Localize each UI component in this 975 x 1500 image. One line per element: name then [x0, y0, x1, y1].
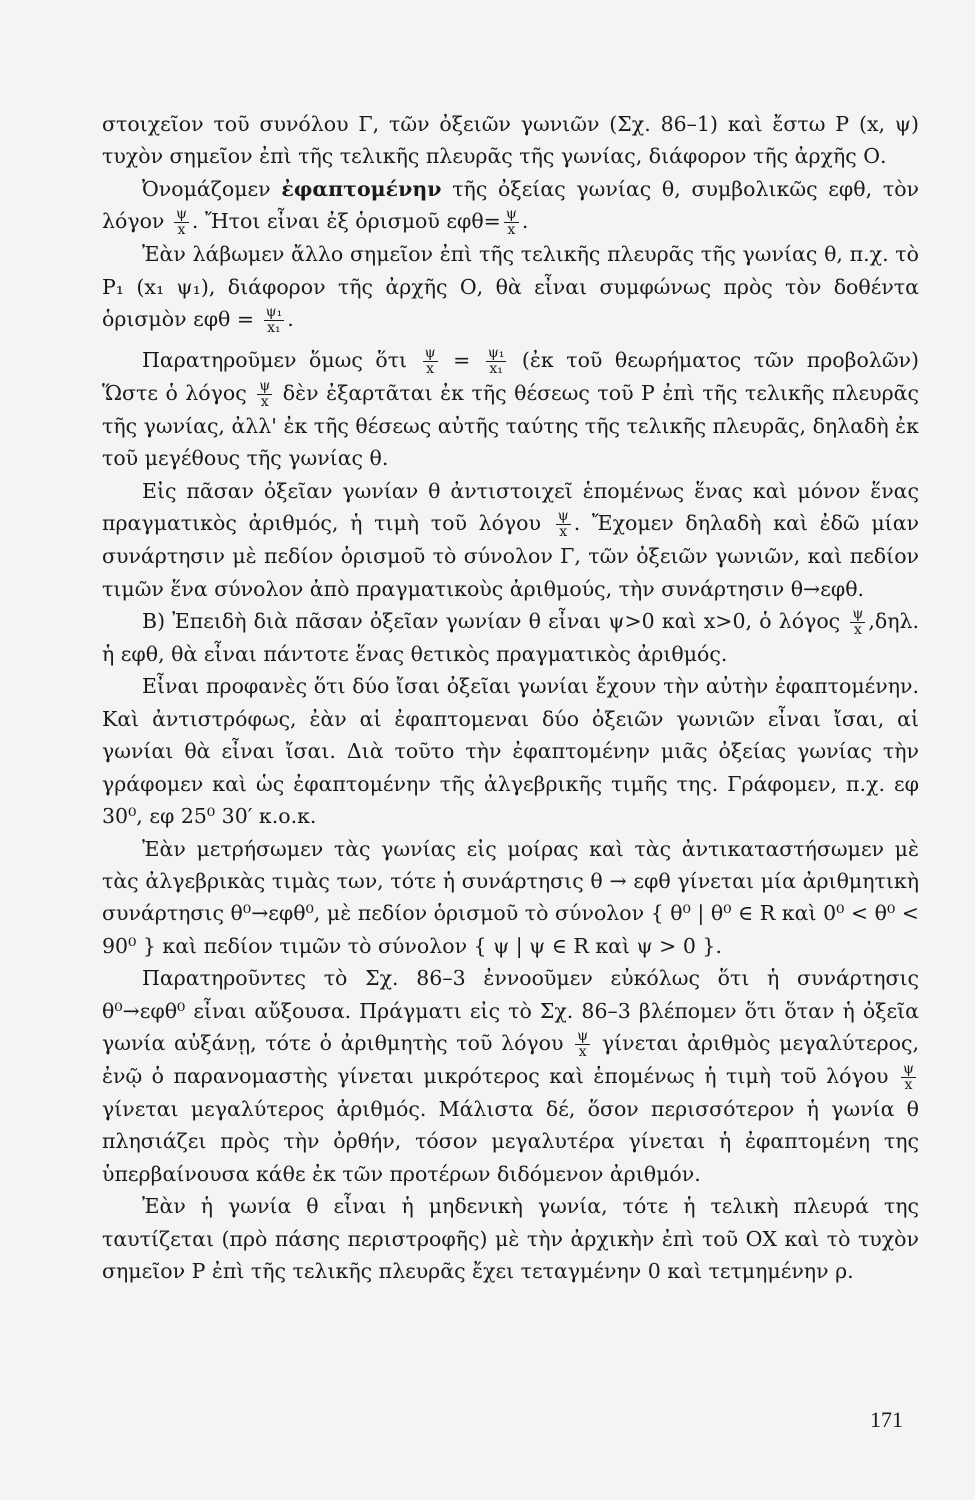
term-tangent: ἐφαπτομένην — [281, 176, 442, 201]
fraction-psi-x: $\frac{\psi}{x}$ — [424, 345, 436, 378]
paragraph-3: Ἐὰν λάβωμεν ἄλλο σημεῖον ἐπὶ τῆς τελικῆς πλευρᾶς τῆς γωνίας θ, π.χ. τὸ Ρ₁ (x₁ ψ₁), διάφορον τῆς ἀρχῆς Ο, θὰ εἶναι συμφώνως πρὸς τὸν δοθέντα ὁρισμὸν εφθ = $\frac{\text{ψ₁}}{\text{x₁}}$ . — [102, 242, 919, 337]
fraction-psi-x: $\frac{\psi}{x}$ — [903, 1060, 914, 1093]
paragraph-4: Παρατηροῦμεν ὅμως ὅτι $\frac{\psi}{x}$ = $\frac{\text{ψ₁}}{\text{x₁}}$ (ἐκ τοῦ θεωρήματος τῶν προβολῶν) Ὥστε ὁ λόγος $\frac{\psi}{x}$ δὲν ἐξαρτᾶται ἐκ τῆς θέσεως τοῦ Ρ ἐπὶ τῆς τελικῆς πλευρᾶς τῆς γωνίας, ἀλλ' ἐκ τῆς θέσεως αὐτῆς ταύτης τῆς τελικῆς πλευρᾶς, δηλαδὴ ἐκ τοῦ μεγέθους τῆς γωνίας θ. — [102, 345, 919, 471]
fraction-psi-x: $\frac{\psi}{x}$ — [577, 1027, 589, 1060]
paragraph-5: Εἰς πᾶσαν ὀξεῖαν γωνίαν θ ἀντιστοιχεῖ ἑπομένως ἕνας καὶ μόνον ἕνας πραγματικὸς ἀριθμός, ἡ τιμὴ τοῦ λόγου $\frac{\psi}{x}$ . Ἔχομεν δηλαδὴ καὶ ἐδῶ μίαν συνάρτησιν μὲ πεδίον ὁρισμοῦ τὸ σύνολον Γ, τῶν ὀξειῶν γωνιῶν, καὶ πεδίον τιμῶν ἕνα σύνολον ἀπὸ πραγματικοὺς ἀριθμούς, τὴν συνάρτησιν θ→εφθ. — [102, 478, 919, 601]
fraction-psi-x: $\frac{\psi}{x}$ — [505, 206, 517, 239]
paragraph-9: Παρατηροῦντες τὸ Σχ. 86–3 ἐννοοῦμεν εὐκόλως ὅτι ἡ συνάρτησις θ⁰→εφθ⁰ εἶναι αὔξουσα. Πράγματι εἰς τὸ Σχ. 86–3 βλέπομεν ὅτι ὅταν ἡ ὀξεῖα γωνία αὐξάνῃ, τότε ὁ ἀριθμητὴς τοῦ λόγου $\frac{\psi}{x}$ γίνεται ἀριθμὸς μεγαλύτερος, ἐνῷ ὁ παρανομαστὴς γίνεται μικρότερος καὶ ἑπομένως ἡ τιμὴ τοῦ λόγου $\frac{\psi}{x}$ γίνεται μεγαλύτερος ἀριθμός. Μάλιστα δέ, ὅσον περισσότερον ἡ γωνία θ πλησιάζει πρὸς τὴν ὀρθήν, τόσον μεγαλυτέρα γίνεται ἡ ἐφαπτομένη της ὑπερβαίνουσα κάθε ἐκ τῶν προτέρων διδόμενον ἀριθμόν. — [102, 966, 919, 1186]
fraction-psi1-x1: $\frac{\text{ψ₁}}{\text{x₁}}$ — [487, 345, 505, 378]
fraction-psi-x: $\frac{\psi}{x}$ — [259, 378, 271, 411]
paragraph-1: στοιχεῖον τοῦ συνόλου Γ, τῶν ὀξειῶν γωνιῶν (Σχ. 86–1) καὶ ἔστω Ρ (x, ψ) τυχὸν σημεῖον ἐπὶ τῆς τελικῆς πλευρᾶς τῆς γωνίας, διάφορον τῆς ἀρχῆς Ο. — [102, 112, 919, 169]
paragraph-2: Ὀνομάζομεν ἐφαπτομένην τῆς ὀξείας γωνίας θ, συμβολικῶς εφθ, τὸν λόγον $\frac{\psi}{x}$ . Ἤτοι εἶναι ἐξ ὁρισμοῦ εφθ= $\frac{\psi}{x}$ . — [102, 176, 919, 239]
fraction-psi-x: $\frac{\psi}{x}$ — [852, 606, 864, 639]
fraction-psi-x: $\frac{\psi}{x}$ — [175, 206, 187, 239]
body-text — [102, 108, 919, 1287]
page-number: 171 — [870, 1407, 903, 1432]
paragraph-10: Ἐὰν ἡ γωνία θ εἶναι ἡ μηδενικὴ γωνία, τότε ἡ τελικὴ πλευρά της ταυτίζεται (πρὸ πάσης περιστροφῆς) μὲ τὴν ἀρχικὴν ἐπὶ τοῦ ΟΧ καὶ τὸ τυχὸν σημεῖον Ρ ἐπὶ τῆς τελικῆς πλευρᾶς ἔχει τεταγμένην 0 καὶ τετμημένην ρ. — [102, 1194, 919, 1283]
paragraph-8: Ἐὰν μετρήσωμεν τὰς γωνίας εἰς μοίρας καὶ τὰς ἀντικαταστήσωμεν μὲ τὰς ἀλγεβρικὰς τιμὰς των, τότε ἡ συνάρτησις θ → εφθ γίνεται μία ἀριθμητικὴ συνάρτησις θ⁰→εφθ⁰, μὲ πεδίον ὁρισμοῦ τὸ σύνολον { θ⁰ | θ⁰ ∈ R καὶ 0⁰ < θ⁰ < 90⁰ } καὶ πεδίον τιμῶν τὸ σύνολον { ψ | ψ ∈ R καὶ ψ > 0 }. — [102, 836, 919, 958]
fraction-psi-x: $\frac{\psi}{x}$ — [557, 508, 569, 541]
fraction-psi1-x1: $\frac{\text{ψ₁}}{\text{x₁}}$ — [265, 304, 283, 337]
paragraph-7: Εἶναι προφανὲς ὅτι δύο ἴσαι ὀξεῖαι γωνίαι ἔχουν τὴν αὐτὴν ἐφαπτομένην. Καὶ ἀντιστρόφως, ἐὰν αἱ ἐφαπτομεναι δύο ὀξειῶν γωνιῶν εἶναι ἴσαι, αἱ γωνίαι θὰ εἶναι ἴσαι. Διὰ τοῦτο τὴν ἐφαπτομένην μιᾶς ὀξείας γωνίας τὴν γράφομεν καὶ ὡς ἐφαπτομένην τῆς ἀλγεβρικῆς τιμῆς της. Γράφομεν, π.χ. εφ 30⁰, εφ 25⁰ 30′ κ.ο.κ. — [102, 674, 919, 829]
paragraph-6: Β) Ἐπειδὴ διὰ πᾶσαν ὀξεῖαν γωνίαν θ εἶναι ψ>0 καὶ x>0, ὁ λόγος $\frac{\psi}{x}$ ,δηλ. ἡ εφθ, θὰ εἶναι πάντοτε ἕνας θετικὸς πραγματικὸς ἀριθμός. — [102, 606, 919, 667]
